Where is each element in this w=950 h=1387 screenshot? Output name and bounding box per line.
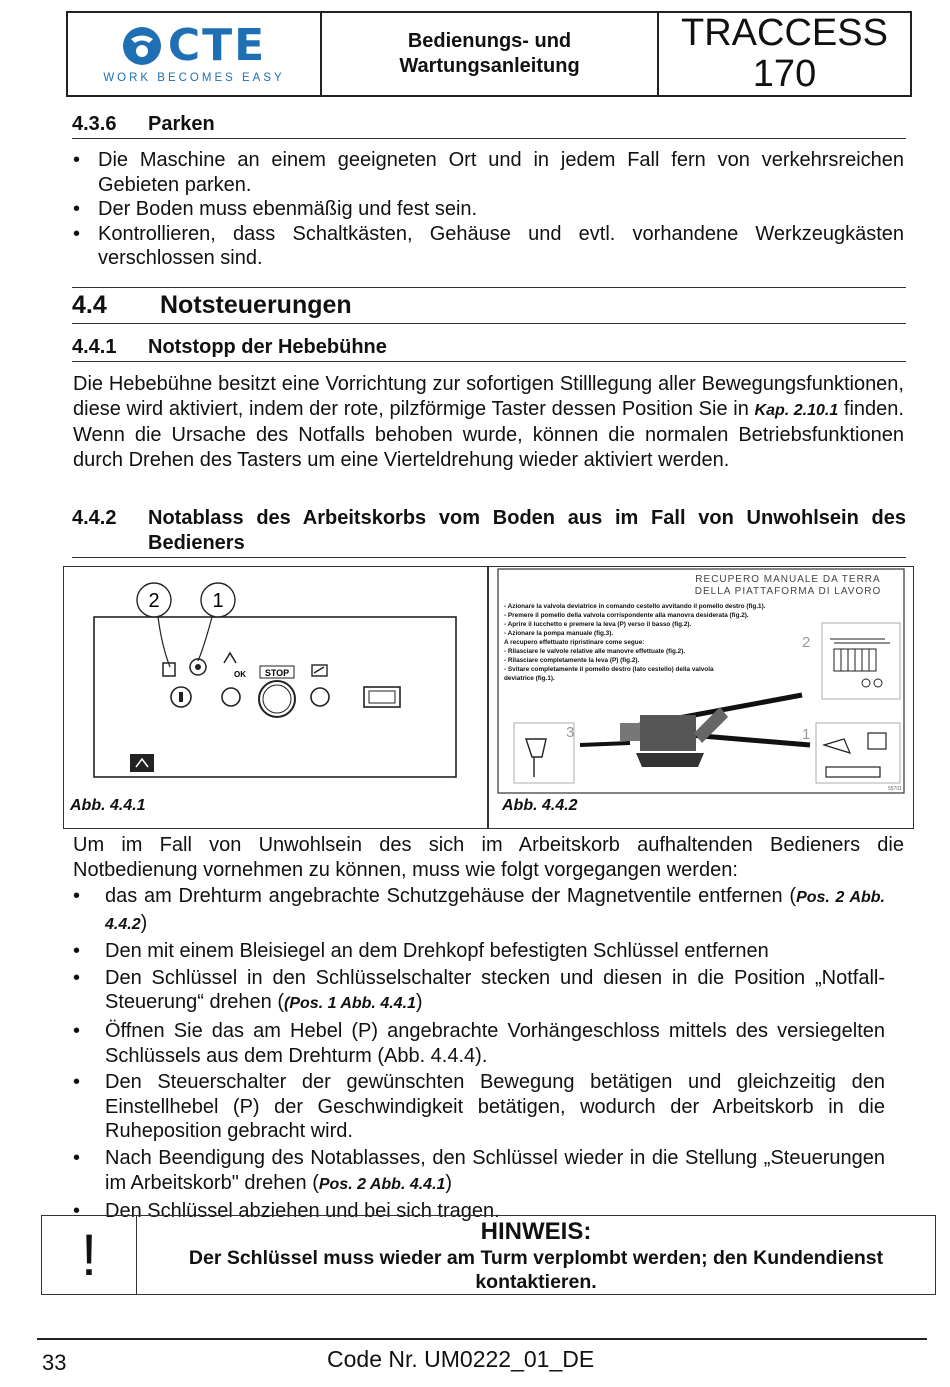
heading-number: 4.4.2: [72, 507, 117, 529]
svg-text:A recupero effettuato ripristi: A recupero effettuato ripristinare come segue:: [504, 639, 645, 646]
heading-4-3-6: [72, 113, 906, 139]
list-item: • Kontrollieren, dass Schaltkästen, Gehäuse und evtl. vorhandene Werkzeugkästen verschlossen sind.: [73, 222, 904, 271]
operator-symbol-icon: [130, 754, 154, 772]
step-item: • Den mit einem Bleisiegel an dem Drehkopf befestigten Schlüssel entfernen: [73, 939, 885, 964]
paragraph-text: finden. Wenn die Ursache des Notfalls behoben wurde, können die normalen Betriebsfunktionen durch Drehen des Tasters um eine Vierteldrehung wieder aktiviert werden.: [73, 397, 904, 471]
figure-caption-4-4-1: Abb. 4.4.1: [70, 797, 146, 814]
emergency-stop-paragraph: [73, 372, 904, 472]
leader-line-3: [580, 743, 630, 745]
page-header: [66, 11, 912, 97]
plate-number-3: 3: [566, 724, 575, 741]
svg-text:deviatrice (fig.1).: deviatrice (fig.1).: [504, 675, 555, 682]
heading-number: 4.3.6: [72, 113, 117, 135]
plate-number-1: 1: [802, 726, 811, 743]
svg-text:- Svitare completamente il pom: - Svitare completamente il pomello destro (lato cestello) della valvola: [504, 666, 714, 673]
plate-title-line1: RECUPERO MANUALE DA TERRA: [695, 574, 881, 585]
figure-divider: [487, 566, 489, 829]
svg-text:- Azionare la valvola deviatri: - Azionare la valvola deviatrice in comando cestello avvitando il pomello destro (fig.1).: [504, 603, 766, 610]
list-item: • Die Maschine an einem geeigneten Ort und in jedem Fall fern von verkehrsreichen Gebieten parken.: [73, 148, 904, 197]
plate-small-code: 55701: [888, 786, 902, 792]
heading-title: Notstopp der Hebebühne: [148, 336, 387, 358]
chapter-reference: Kap. 2.10.1: [754, 401, 839, 419]
footer-rule: [37, 1338, 927, 1340]
heading-title: Parken: [148, 113, 215, 135]
note-body: [137, 1216, 935, 1294]
model-number: 170: [752, 53, 817, 95]
heading-4-4: [72, 287, 906, 324]
note-text: Der Schlüssel muss wieder am Turm verplombt werden; den Kundendienst kontaktieren.: [188, 1247, 884, 1293]
procedure-steps: [73, 884, 885, 1226]
logo-emblem-icon: [122, 26, 162, 66]
stop-label: STOP: [264, 668, 290, 678]
step-item: • Öffnen Sie das am Hebel (P) angebrachte Vorhängeschloss mittels des versiegelten Schlüssels aus dem Drehturm (Abb. 4.4.4).: [73, 1019, 885, 1068]
intro-paragraph: Um im Fall von Unwohlsein des sich im Arbeitskorb aufhaltenden Bedieners die Notbedienung vornehmen zu können, muss wie folgt vorgegangen werden:: [73, 834, 904, 881]
panel-outline: [94, 617, 456, 777]
ok-label: OK: [234, 670, 246, 679]
doc-title-cell: [322, 13, 659, 95]
step-item: • Den Steuerschalter der gewünschten Bewegung betätigen und gleichzeitig den Einstellhebel (P) der Geschwindigkeit betätigen, wodurch der Arbeitskorb in die Ruheposition gebracht wird.: [73, 1070, 885, 1144]
heading-4-4-1: [72, 336, 906, 362]
doc-title-line2: Wartungsanleitung: [399, 55, 580, 77]
page-number: 33: [42, 1350, 67, 1375]
svg-text:- Rilasciare completamente la: - Rilasciare completamente la leva (P) (fig.2).: [504, 657, 640, 664]
svg-text:- Rilasciare le valvole relati: - Rilasciare le valvole relative alle manovre effettuate (fig.2).: [504, 648, 686, 655]
logo-cell: [68, 13, 322, 95]
position-reference: Pos. 2 Abb. 4.4.2: [105, 889, 885, 933]
document-code: Code Nr. UM0222_01_DE: [327, 1346, 595, 1372]
parking-list: [73, 148, 904, 271]
step-item: • Den Schlüssel abziehen und bei sich tragen.: [73, 1199, 885, 1224]
callout-2-label: 2: [148, 590, 160, 612]
heading-title-line2: Bedieners: [148, 531, 245, 554]
manual-recovery-figure: [490, 567, 912, 795]
svg-text:- Premere il pomello della val: - Premere il pomello della valvola corrispondente alla manovra desiderata (fig.2).: [504, 612, 749, 619]
heading-number: 4.4: [72, 291, 107, 319]
step-item: • Den Schlüssel in den Schlüsselschalter stecken und diesen in die Position „Notfall-Steuerung“ drehen ((Pos. 1 Abb. 4.4.1): [73, 966, 885, 1017]
model-name: TRACCESS: [681, 12, 888, 54]
position-reference: (Pos. 1 Abb. 4.4.1: [284, 995, 416, 1013]
logo-text: CTE: [167, 20, 267, 71]
heading-title: Notsteuerungen: [160, 291, 352, 319]
svg-text:- Aprire il lucchetto e premer: - Aprire il lucchetto e premere la leva (P) verso il basso (fig.2).: [504, 621, 692, 628]
step-item: • Nach Beendigung des Notablasses, den Schlüssel wieder in die Stellung „Steuerungen im Arbeitskorb" drehen (Pos. 2 Abb. 4.4.1): [73, 1146, 885, 1197]
heading-4-4-2: [72, 506, 906, 558]
step-item: • das am Drehturm angebrachte Schutzgehäuse der Magnetventile entfernen (Pos. 2 Abb. 4.4.2): [73, 884, 885, 937]
note-box: [41, 1215, 936, 1295]
callout-1-label: 1: [212, 590, 224, 612]
control-panel-figure: [64, 567, 486, 795]
doc-title-line1: Bedienungs- und: [407, 30, 572, 52]
cte-logo: [122, 20, 267, 71]
note-title: HINWEIS:: [480, 1218, 592, 1245]
plate-title-line2: DELLA PIATTAFORMA DI LAVORO: [694, 586, 882, 597]
paragraph-text: Die Hebebühne besitzt eine Vorrichtung zur sofortigen Stilllegung aller Bewegungsfunktionen, diese wird aktiviert, indem der rote, pilzförmige Taster dessen Position Sie in: [73, 373, 904, 420]
figure-caption-4-4-2: Abb. 4.4.2: [502, 797, 578, 814]
list-item: • Der Boden muss ebenmäßig und fest sein.: [73, 197, 904, 222]
model-cell: [659, 13, 910, 95]
heading-title-line1: Notablass des Arbeitskorbs vom Boden aus im Fall von Unwohlsein des: [148, 507, 906, 529]
warning-exclamation-icon: !: [42, 1216, 137, 1294]
plate-number-2: 2: [802, 634, 811, 651]
heading-number: 4.4.1: [72, 336, 117, 358]
position-reference: Pos. 2 Abb. 4.4.1: [318, 1175, 446, 1193]
logo-tagline: WORK BECOMES EASY: [103, 72, 285, 84]
svg-text:- Azionare la pompa manuale (f: - Azionare la pompa manuale (fig.3).: [504, 630, 614, 637]
